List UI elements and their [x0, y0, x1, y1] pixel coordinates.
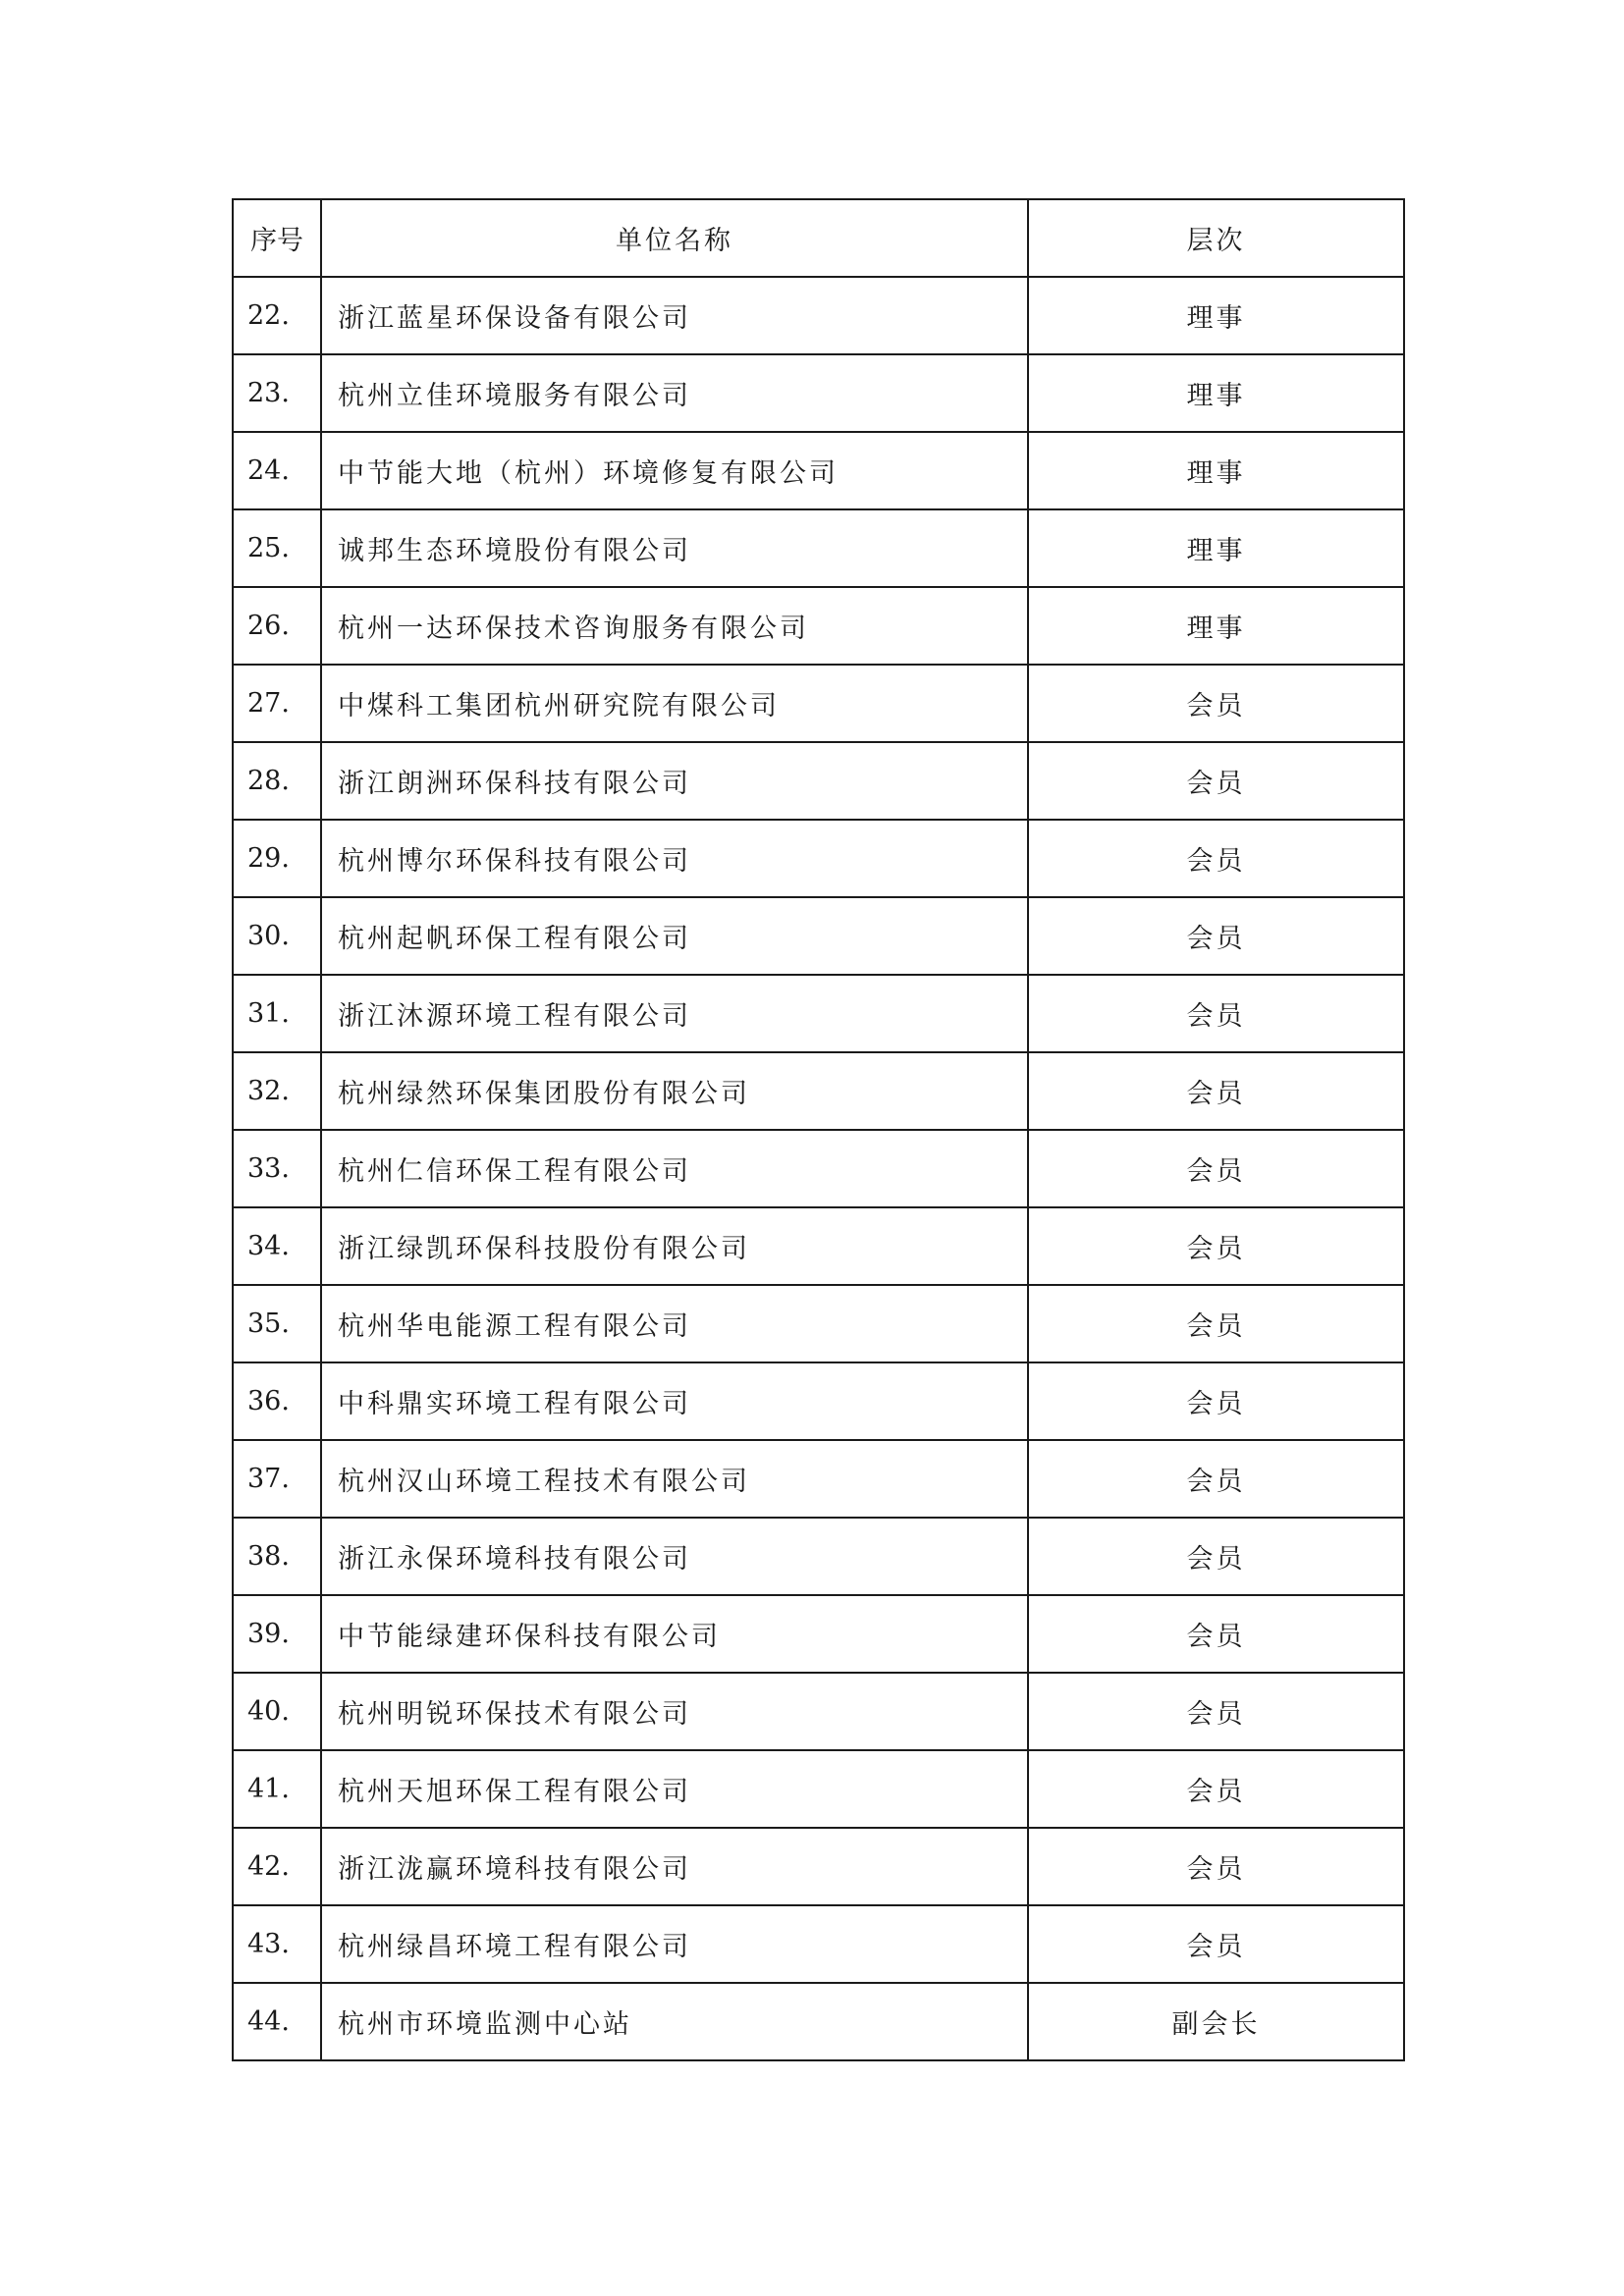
name-cell: 杭州绿然环保集团股份有限公司 [321, 1052, 1028, 1130]
table-row [233, 1362, 1404, 1440]
level-cell: 会员 [1028, 897, 1404, 975]
level-cell: 会员 [1028, 1673, 1404, 1750]
header-level: 层次 [1028, 199, 1404, 277]
level-cell: 会员 [1028, 1285, 1404, 1362]
table-row [233, 1130, 1404, 1207]
seq-cell: 35. [233, 1285, 321, 1362]
seq-cell: 43. [233, 1905, 321, 1983]
seq-cell: 42. [233, 1828, 321, 1905]
name-cell: 浙江沐源环境工程有限公司 [321, 975, 1028, 1052]
level-cell: 会员 [1028, 820, 1404, 897]
name-cell: 杭州华电能源工程有限公司 [321, 1285, 1028, 1362]
table-row [233, 1673, 1404, 1750]
seq-cell: 27. [233, 665, 321, 742]
name-cell: 杭州仁信环保工程有限公司 [321, 1130, 1028, 1207]
level-cell: 会员 [1028, 1595, 1404, 1673]
seq-cell: 37. [233, 1440, 321, 1518]
name-cell: 杭州起帆环保工程有限公司 [321, 897, 1028, 975]
name-cell: 杭州博尔环保科技有限公司 [321, 820, 1028, 897]
name-cell: 杭州明锐环保技术有限公司 [321, 1673, 1028, 1750]
seq-cell: 25. [233, 509, 321, 587]
table-row [233, 277, 1404, 354]
seq-cell: 34. [233, 1207, 321, 1285]
name-cell: 中节能大地（杭州）环境修复有限公司 [321, 432, 1028, 509]
table-row [233, 897, 1404, 975]
seq-cell: 33. [233, 1130, 321, 1207]
level-cell: 会员 [1028, 1518, 1404, 1595]
seq-cell: 28. [233, 742, 321, 820]
level-cell: 会员 [1028, 665, 1404, 742]
table-row [233, 1983, 1404, 2060]
seq-cell: 32. [233, 1052, 321, 1130]
name-cell: 杭州一达环保技术咨询服务有限公司 [321, 587, 1028, 665]
table-row [233, 1595, 1404, 1673]
table-row [233, 432, 1404, 509]
level-cell: 会员 [1028, 1828, 1404, 1905]
level-cell: 会员 [1028, 1362, 1404, 1440]
seq-cell: 38. [233, 1518, 321, 1595]
name-cell: 浙江泷赢环境科技有限公司 [321, 1828, 1028, 1905]
table-row [233, 665, 1404, 742]
level-cell: 会员 [1028, 975, 1404, 1052]
level-cell: 理事 [1028, 277, 1404, 354]
level-cell: 理事 [1028, 509, 1404, 587]
table-row [233, 1207, 1404, 1285]
seq-cell: 39. [233, 1595, 321, 1673]
seq-cell: 40. [233, 1673, 321, 1750]
table-row [233, 742, 1404, 820]
level-cell: 理事 [1028, 432, 1404, 509]
level-cell: 会员 [1028, 1052, 1404, 1130]
seq-cell: 30. [233, 897, 321, 975]
name-cell: 中科鼎实环境工程有限公司 [321, 1362, 1028, 1440]
table-row [233, 354, 1404, 432]
seq-cell: 29. [233, 820, 321, 897]
level-cell: 会员 [1028, 1130, 1404, 1207]
level-cell: 会员 [1028, 1905, 1404, 1983]
member-table [232, 198, 1405, 2061]
name-cell: 杭州汉山环境工程技术有限公司 [321, 1440, 1028, 1518]
table-row [233, 975, 1404, 1052]
table-row [233, 587, 1404, 665]
header-row [233, 199, 1404, 277]
level-cell: 会员 [1028, 742, 1404, 820]
seq-cell: 31. [233, 975, 321, 1052]
seq-cell: 44. [233, 1983, 321, 2060]
table-row [233, 1518, 1404, 1595]
level-cell: 副会长 [1028, 1983, 1404, 2060]
level-cell: 理事 [1028, 354, 1404, 432]
name-cell: 浙江绿凯环保科技股份有限公司 [321, 1207, 1028, 1285]
name-cell: 中煤科工集团杭州研究院有限公司 [321, 665, 1028, 742]
seq-cell: 24. [233, 432, 321, 509]
header-seq: 序号 [233, 199, 321, 277]
table-row [233, 820, 1404, 897]
level-cell: 会员 [1028, 1440, 1404, 1518]
table-body [233, 277, 1404, 2060]
seq-cell: 36. [233, 1362, 321, 1440]
seq-cell: 26. [233, 587, 321, 665]
table-row [233, 1285, 1404, 1362]
name-cell: 杭州立佳环境服务有限公司 [321, 354, 1028, 432]
level-cell: 理事 [1028, 587, 1404, 665]
table-header [233, 199, 1404, 277]
table-row [233, 1905, 1404, 1983]
name-cell: 中节能绿建环保科技有限公司 [321, 1595, 1028, 1673]
name-cell: 杭州市环境监测中心站 [321, 1983, 1028, 2060]
level-cell: 会员 [1028, 1207, 1404, 1285]
seq-cell: 22. [233, 277, 321, 354]
name-cell: 诚邦生态环境股份有限公司 [321, 509, 1028, 587]
table-row [233, 1828, 1404, 1905]
table-row [233, 1052, 1404, 1130]
table-row [233, 1750, 1404, 1828]
name-cell: 浙江永保环境科技有限公司 [321, 1518, 1028, 1595]
header-name: 单位名称 [321, 199, 1028, 277]
level-cell: 会员 [1028, 1750, 1404, 1828]
name-cell: 杭州绿昌环境工程有限公司 [321, 1905, 1028, 1983]
name-cell: 浙江蓝星环保设备有限公司 [321, 277, 1028, 354]
seq-cell: 41. [233, 1750, 321, 1828]
table-row [233, 509, 1404, 587]
name-cell: 浙江朗洲环保科技有限公司 [321, 742, 1028, 820]
name-cell: 杭州天旭环保工程有限公司 [321, 1750, 1028, 1828]
table-row [233, 1440, 1404, 1518]
seq-cell: 23. [233, 354, 321, 432]
